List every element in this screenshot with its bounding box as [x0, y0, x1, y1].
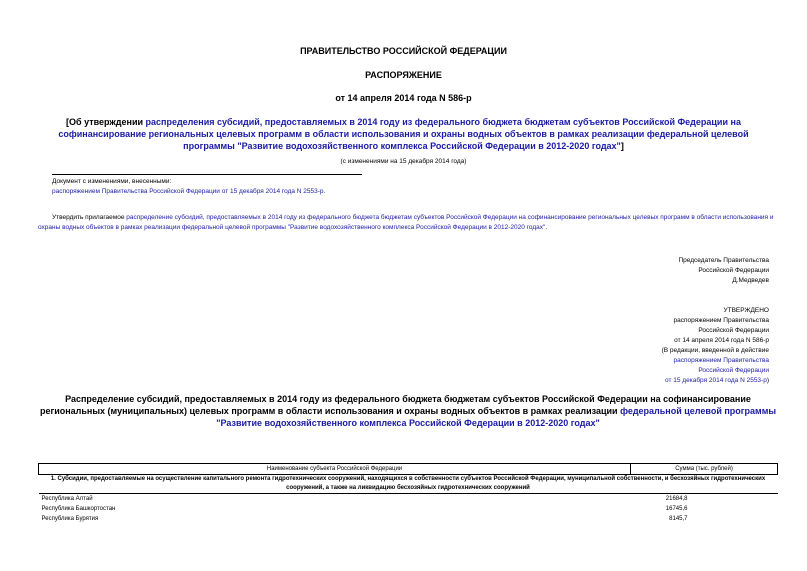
region-sum: 16745,6	[665, 506, 688, 512]
doc-info-label: Документ с изменениями, внесенными:	[52, 178, 172, 185]
approval-line-2: распоряжением Правительства	[673, 317, 769, 324]
approval-link-1[interactable]: распоряжением Правительства	[673, 357, 769, 364]
approval-line-3: Российской Федерации	[698, 327, 769, 334]
government-heading: ПРАВИТЕЛЬСТВО РОССИЙСКОЙ ФЕДЕРАЦИИ	[300, 46, 507, 56]
doc-info-divider	[52, 174, 362, 175]
subsidy-table	[38, 463, 778, 524]
distribution-link[interactable]: федеральной целевой программы "Развитие водохозяйственного комплекса Российской Федерации в 2012-2020 годах"	[216, 406, 777, 428]
region-name: Республика Башкортостан	[41, 506, 116, 512]
approval-line-4: от 14 апреля 2014 года N 586-р	[674, 337, 769, 344]
document-type: РАСПОРЯЖЕНИЕ	[365, 70, 442, 80]
table-header	[39, 464, 778, 475]
paragraph-prefix: Утвердить прилагаемое	[52, 214, 127, 221]
title-suffix: ]	[620, 141, 624, 151]
approval-line-1: УТВЕРЖДЕНО	[723, 307, 769, 314]
distribution-text: Распределение субсидий, предоставляемых в 2014 году из федерального бюджета бюджетам субъектов Российской Федерации на софинансирование региональных (муниципальных) целевых программ в области использования и охраны водных объектов в рамках реализации	[39, 394, 751, 416]
approval-paragraph	[38, 213, 778, 233]
table-row	[39, 514, 778, 524]
changes-note: (с изменениями на 15 декабря 2014 года)	[340, 158, 467, 165]
column-header-region: Наименование субъекта Российской Федерации	[39, 464, 631, 475]
distribution-heading	[38, 393, 778, 429]
paragraph-suffix: .	[545, 224, 548, 231]
approval-link-3[interactable]: от 15 декабря 2014 года N 2553-р	[665, 377, 767, 384]
paragraph-link[interactable]: распределение субсидий, предоставляемых в 2014 году из федерального бюджета бюджетам субъектов Российской Федерации на софинансирование региональных целевых программ в области использования и охраны водных объектов в рамках реализации федеральной целевой программы "Развитие водохозяйственного комплекса Российской Федерации в 2012-2020 годах"	[38, 214, 774, 231]
signature-line-1: Председатель Правительства	[678, 257, 769, 264]
table-row	[39, 494, 778, 505]
signature-block	[678, 256, 769, 286]
region-name: Республика Алтай	[41, 496, 93, 502]
region-sum: 21684,8	[665, 496, 688, 502]
doc-info-link[interactable]: распоряжением Правительства Российской Федерации от 15 декабря 2014 года N 2553-р.	[52, 188, 326, 195]
approval-line-5: (В редакции, введенной в действие	[661, 347, 769, 354]
approval-block	[662, 306, 769, 386]
table-row	[39, 504, 778, 514]
title-link[interactable]: распределения субсидий, предоставляемых в 2014 году из федерального бюджета бюджетам субъектов Российской Федерации на софинансирование региональных целевых программ в области использования и охраны водных объектов в рамках реализации федеральной целевой программы "Развитие водохозяйственного комплекса Российской Федерации в 2012-2020 годах"	[58, 117, 749, 151]
table-section-row	[39, 475, 778, 494]
section-title: 1. Субсидии, предоставляемые на осуществление капитального ремонта гидротехнических сооружений, находящихся в собственности субъектов Российской Федерации, муниципальной собственности, и бесхозяйных гидротехнических сооружений, а также на ликвидацию бесхозяйных гидротехнических сооружений	[39, 475, 778, 494]
document-date: от 14 апреля 2014 года N 586-р	[335, 93, 472, 103]
doc-info	[52, 177, 325, 197]
approval-close: )	[766, 377, 769, 384]
region-name: Республика Бурятия	[41, 516, 99, 522]
approval-link-2[interactable]: Российской Федерации	[698, 367, 769, 374]
signature-line-2: Российской Федерации	[698, 267, 769, 274]
column-header-sum: Сумма (тыс. рублей)	[631, 464, 778, 475]
region-sum: 8145,7	[669, 516, 688, 522]
title-prefix: [Об утверждении	[66, 117, 146, 127]
document-title	[52, 116, 755, 152]
signature-line-3: Д.Медведев	[732, 277, 769, 284]
